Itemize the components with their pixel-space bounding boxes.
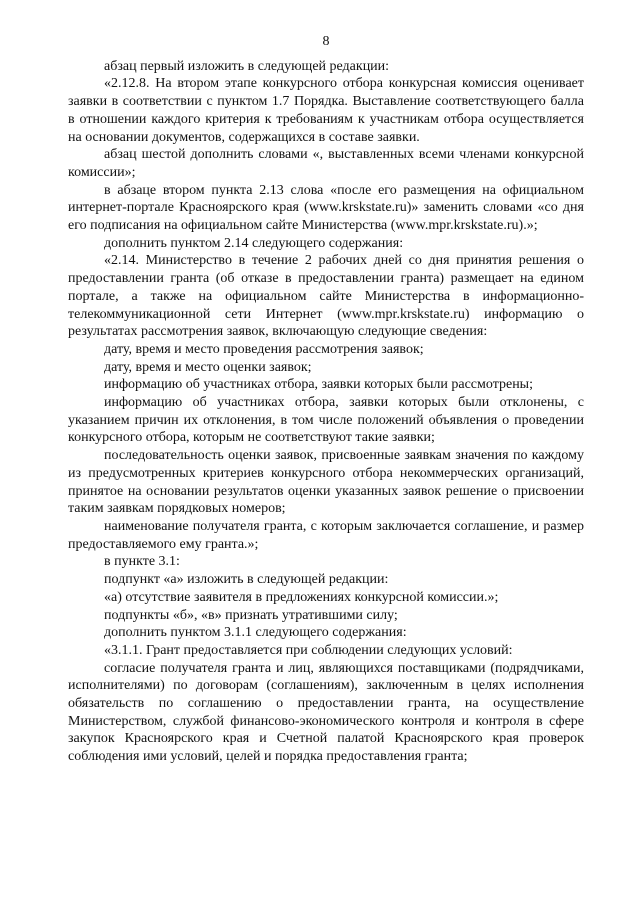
paragraph: дату, время и место оценки заявок; [104, 359, 312, 375]
paragraph: «2.14. Министерство в течение 2 рабочих дней со дня принятия решения о предоставлении гранта (об отказе в предоставлении гранта) размещает на едином портале, а также на официальном сайте Министерства в информационно-телекоммуникационной сети Интернет (www.mpr.krskstate.ru) информацию о результатах рассмотрения заявок, включающую следующие сведения: [68, 253, 584, 340]
paragraph: информацию об участниках отбора, заявки которых были рассмотрены; [104, 377, 533, 393]
paragraph: абзац первый изложить в следующей редакции: [104, 58, 390, 74]
page-number: 8 [322, 34, 330, 49]
paragraph: дополнить пунктом 2.14 следующего содержания: [104, 235, 404, 251]
paragraph: «а) отсутствие заявителя в предложениях конкурсной комиссии.»; [104, 589, 499, 605]
paragraph: информацию об участниках отбора, заявки которых были отклонены, с указанием причин их отклонения, в том числе положений объявления о проведении конкурсного отбора, которым не соответствуют такие заявки; [68, 395, 584, 446]
paragraph: в пункте 3.1: [104, 554, 180, 570]
paragraph: подпункты «б», «в» признать утратившими силу; [104, 607, 398, 623]
paragraph: последовательность оценки заявок, присвоенные заявкам значения по каждому из предусмотренных критериев конкурсного отбора некоммерческих организаций, принятое на основании результатов оценки указанных заявок решение о присвоении таким заявкам порядковых номеров; [68, 448, 584, 517]
paragraph: согласие получателя гранта и лиц, являющихся поставщиками (подрядчиками, исполнителями) по договорам (соглашениям), заключенным в целях исполнения обязательств по соглашению о предоставлении гранта, на осуществление Министерством, службой финансово-экономического контроля и контроля в сфере закупок Красноярского края и Счетной палатой Красноярского края проверок соблюдения ими условий, целей и порядка предоставления гранта; [68, 660, 584, 765]
paragraph: дополнить пунктом 3.1.1 следующего содержания: [104, 625, 407, 641]
paragraph: абзац шестой дополнить словами «, выставленных всеми членами конкурсной комиссии»; [68, 147, 584, 180]
paragraph: наименование получателя гранта, с которым заключается соглашение, и размер предоставляемого ему гранта.»; [68, 518, 584, 552]
paragraph: дату, время и место проведения рассмотрения заявок; [104, 341, 424, 357]
paragraph: «2.12.8. На втором этапе конкурсного отбора конкурсная комиссия оценивает заявки в соответствии с пунктом 1.7 Порядка. Выставление соответствующего балла в отношении каждого критерия к требованиям к участникам отбора осуществляется на основании документов, содержащихся в составе заявки. [68, 76, 584, 145]
paragraph: «3.1.1. Грант предоставляется при соблюдении следующих условий: [104, 642, 513, 658]
paragraph: подпункт «а» изложить в следующей редакции: [104, 572, 389, 588]
paragraph: в абзаце втором пункта 2.13 слова «после его размещения на официальном интернет-портале Красноярского края (www.krskstate.ru)» заменить словами «со дня его подписания на официальном сайте Министерства (www.mpr.krskstate.ru).»; [68, 182, 584, 234]
